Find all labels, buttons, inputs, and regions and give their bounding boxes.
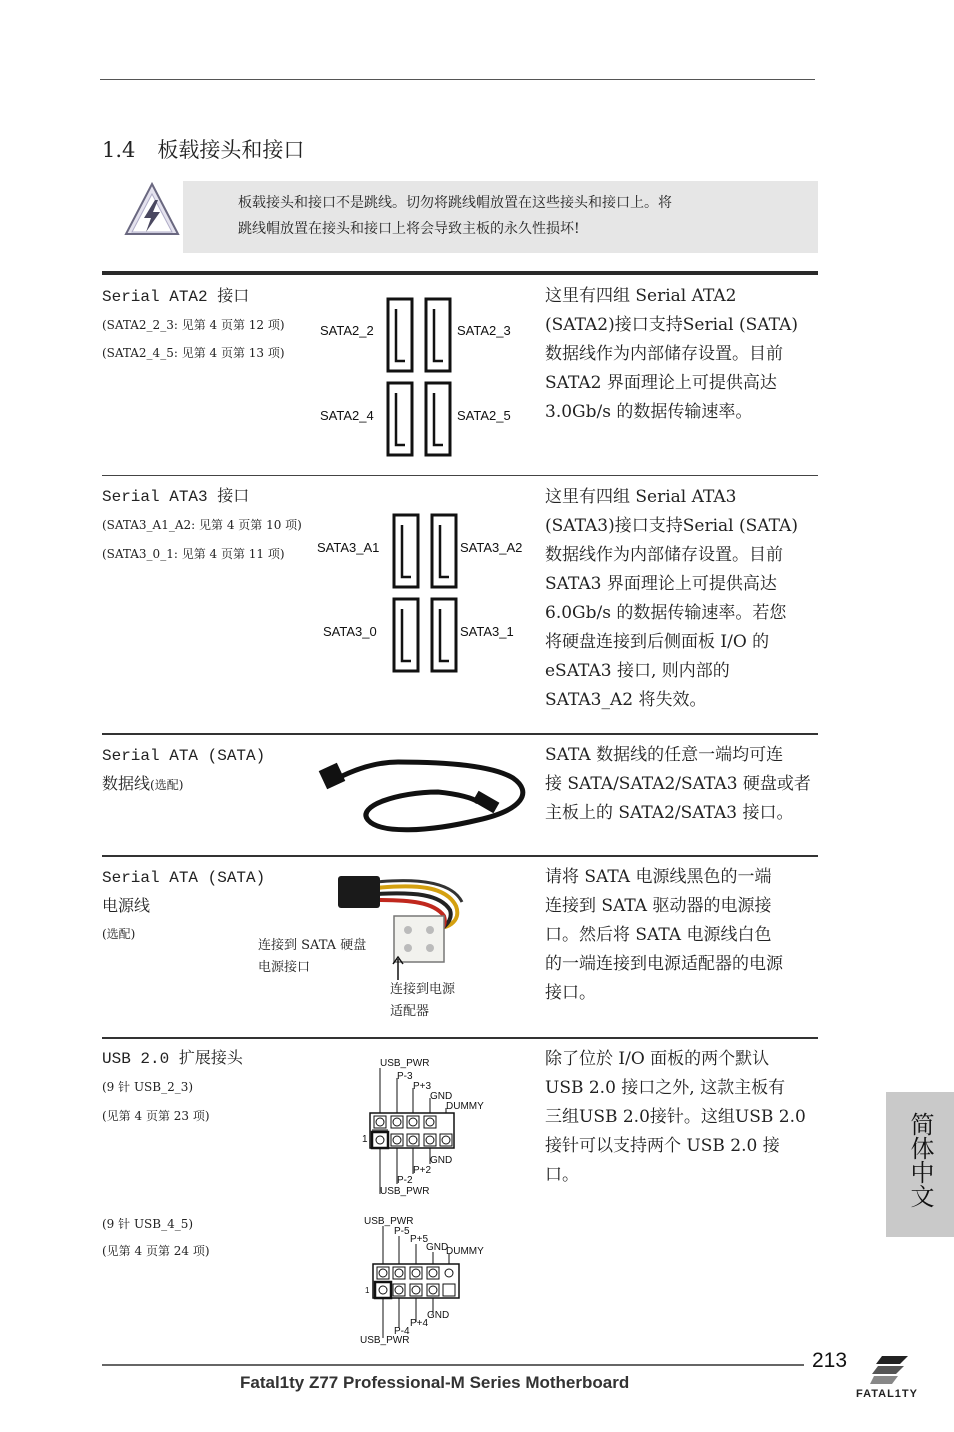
- language-side-tab-label: 简体中文: [906, 1112, 934, 1208]
- sata3-1-label: SATA3_1: [460, 624, 514, 639]
- usb-desc-line: 口。: [545, 1165, 579, 1185]
- usb-desc-line: USB 2.0 接口之外, 这款主板有: [545, 1078, 786, 1098]
- sata3-title: Serial ATA3 接口: [102, 488, 250, 506]
- sata-power-caption-2: [390, 979, 455, 1023]
- sata-cable-title-text: 数据线: [102, 774, 151, 793]
- usb1-pin-gnd-top: GND: [430, 1091, 453, 1102]
- sata-power-desc-line: 接口。: [545, 983, 596, 1003]
- divider-5: [102, 1037, 818, 1039]
- sata3-desc-line: 这里有四组 Serial ATA3: [545, 487, 737, 507]
- warning-icon: [122, 180, 182, 240]
- language-side-tab: [886, 1092, 954, 1237]
- usb2-pin-p-4: P-4: [394, 1326, 410, 1337]
- section-heading: [102, 134, 304, 164]
- sata-power-title-1: Serial ATA (SATA): [102, 869, 266, 887]
- divider-4: [102, 855, 818, 857]
- sata3-desc-line: eSATA3 接口, 则内部的: [545, 661, 730, 681]
- sata-power-caption-2a: 连接到电源: [390, 982, 456, 997]
- sata2-ref-1: (SATA2_2_3: 见第 4 页第 12 项): [102, 318, 285, 332]
- divider-1: [102, 271, 818, 275]
- sata-cable-desc-line: 主板上的 SATA2/SATA3 接口。: [545, 803, 794, 823]
- sata3-desc-line: SATA3 界面理论上可提供高达: [545, 574, 777, 594]
- sata2-desc-line: (SATA2)接口支持Serial (SATA): [545, 315, 798, 335]
- usb-header2-ref: (见第 4 页第 24 项): [102, 1244, 210, 1258]
- sata2-desc-line: 这里有四组 Serial ATA2: [545, 286, 737, 306]
- top-rule: [100, 79, 815, 80]
- divider-3: [102, 733, 818, 735]
- sata3-description: [545, 483, 825, 715]
- usb1-pin-p+3: P+3: [413, 1081, 432, 1092]
- sata2-ref-2: (SATA2_4_5: 见第 4 页第 13 项): [102, 346, 285, 360]
- usb2-pin-usb-pwr-top: USB_PWR: [364, 1216, 414, 1227]
- warning-line-2: 跳线帽放置在接头和接口上将会导致主板的永久性损坏!: [238, 221, 580, 237]
- usb-header1-pins: (9 针 USB_2_3): [102, 1080, 194, 1094]
- usb2-pin-p+5: P+5: [410, 1234, 429, 1245]
- footer-logo-text: FATAL1TY: [856, 1388, 918, 1400]
- sata3-a1-label: SATA3_A1: [317, 540, 380, 555]
- section-title: 板载接头和接口: [157, 138, 305, 162]
- usb2-pin-p-5: P-5: [394, 1226, 410, 1237]
- sata-power-optional: (选配): [102, 927, 136, 941]
- sata-power-desc-line: 请将 SATA 电源线黑色的一端: [545, 867, 772, 887]
- usb2-pin-1-label: 1: [365, 1286, 370, 1295]
- sata-cable-desc-line: SATA 数据线的任意一端均可连: [545, 745, 784, 765]
- sata-power-desc-line: 连接到 SATA 驱动器的电源接: [545, 896, 772, 916]
- divider-2: [102, 475, 818, 476]
- sata3-connectors-diagram: [391, 513, 461, 675]
- usb-desc-line: 三组USB 2.0接针。这组USB 2.0: [545, 1107, 806, 1127]
- sata2-description: [545, 282, 825, 427]
- usb2-pin-gnd-bottom: GND: [427, 1310, 450, 1321]
- sata-power-desc-line: 的一端连接到电源适配器的电源: [545, 954, 783, 974]
- usb1-pin-1-label: 1: [362, 1134, 368, 1145]
- page-number: 213: [812, 1349, 848, 1372]
- footer-title: Fatal1ty Z77 Professional-M Series Motherboard: [240, 1373, 630, 1392]
- sata2-4-label: SATA2_4: [320, 408, 374, 423]
- warning-box: [183, 181, 818, 253]
- sata3-0-label: SATA3_0: [323, 624, 377, 639]
- sata3-desc-line: 将硬盘连接到后侧面板 I/O 的: [545, 632, 770, 652]
- sata-power-description: [545, 863, 825, 1008]
- usb2-pin-usb-pwr-bottom: USB_PWR: [360, 1335, 410, 1346]
- sata-power-title-2: 电源线: [102, 896, 151, 915]
- warning-line-1: 板载接头和接口不是跳线。切勿将跳线帽放置在这些接头和接口上。将: [238, 195, 672, 211]
- usb1-pin-usb-pwr-bottom: USB_PWR: [380, 1186, 430, 1197]
- sata-cable-desc-line: 接 SATA/SATA2/SATA3 硬盘或者: [545, 774, 811, 794]
- usb-description: [545, 1045, 825, 1190]
- sata2-desc-line: SATA2 界面理论上可提供高达: [545, 373, 777, 393]
- sata2-3-label: SATA2_3: [457, 323, 511, 338]
- sata3-ref-1: (SATA3_A1_A2: 见第 4 页第 10 项): [102, 518, 302, 532]
- sata-power-desc-line: 口。然后将 SATA 电源线白色: [545, 925, 772, 945]
- sata-power-caption-2b: 适配器: [390, 1004, 430, 1019]
- footer-rule: [102, 1364, 804, 1366]
- usb1-pin-p-2: P-2: [397, 1175, 413, 1186]
- sata-cable-description: [545, 741, 825, 828]
- sata-cable-image: [318, 740, 540, 840]
- sata3-desc-line: 数据线作为内部储存设置。目前: [545, 545, 783, 565]
- usb-desc-line: 接针可以支持两个 USB 2.0 接: [545, 1136, 780, 1156]
- sata2-2-label: SATA2_2: [320, 323, 374, 338]
- sata2-5-label: SATA2_5: [457, 408, 511, 423]
- usb2-pin-gnd-top: GND: [426, 1242, 449, 1253]
- usb1-pin-usb-pwr-top: USB_PWR: [380, 1058, 430, 1069]
- sata3-desc-line: SATA3_A2 将失效。: [545, 690, 707, 710]
- sata-power-caption-1b: 电源接口: [258, 960, 311, 975]
- usb1-pin-p-3: P-3: [397, 1071, 413, 1082]
- usb1-pin-p+2: P+2: [413, 1165, 432, 1176]
- usb-header1-ref: (见第 4 页第 23 项): [102, 1109, 210, 1123]
- sata-power-caption-1a: 连接到 SATA 硬盘: [258, 938, 367, 953]
- usb2-pin-dummy: DUMMY: [446, 1246, 484, 1257]
- sata-power-caption-1: [258, 935, 366, 979]
- usb1-pin-gnd-bottom: GND: [430, 1155, 453, 1166]
- sata3-a2-label: SATA3_A2: [460, 540, 523, 555]
- usb-desc-line: 除了位於 I/O 面板的两个默认: [545, 1049, 770, 1069]
- sata-cable-optional: (选配): [150, 778, 184, 792]
- usb2-pin-p+4: P+4: [410, 1318, 429, 1329]
- sata2-desc-line: 3.0Gb/s 的数据传输速率。: [545, 402, 753, 422]
- section-number: 1.4: [102, 138, 136, 162]
- sata-cable-title-2: [102, 770, 183, 799]
- usb-title: USB 2.0 扩展接头: [102, 1050, 243, 1068]
- sata2-connectors-diagram: [385, 297, 455, 459]
- sata2-title: Serial ATA2 接口: [102, 288, 250, 306]
- sata3-desc-line: 6.0Gb/s 的数据传输速率。若您: [545, 603, 787, 623]
- sata-cable-title-1: Serial ATA (SATA): [102, 747, 266, 765]
- sata2-desc-line: 数据线作为内部储存设置。目前: [545, 344, 783, 364]
- sata3-desc-line: (SATA3)接口支持Serial (SATA): [545, 516, 798, 536]
- usb1-pin-dummy: DUMMY: [446, 1101, 484, 1112]
- sata3-ref-2: (SATA3_0_1: 见第 4 页第 11 项): [102, 547, 285, 561]
- arrow-up-icon: [392, 955, 404, 981]
- usb-header2-pins: (9 针 USB_4_5): [102, 1217, 194, 1231]
- fatal1ty-logo-icon: [868, 1354, 916, 1386]
